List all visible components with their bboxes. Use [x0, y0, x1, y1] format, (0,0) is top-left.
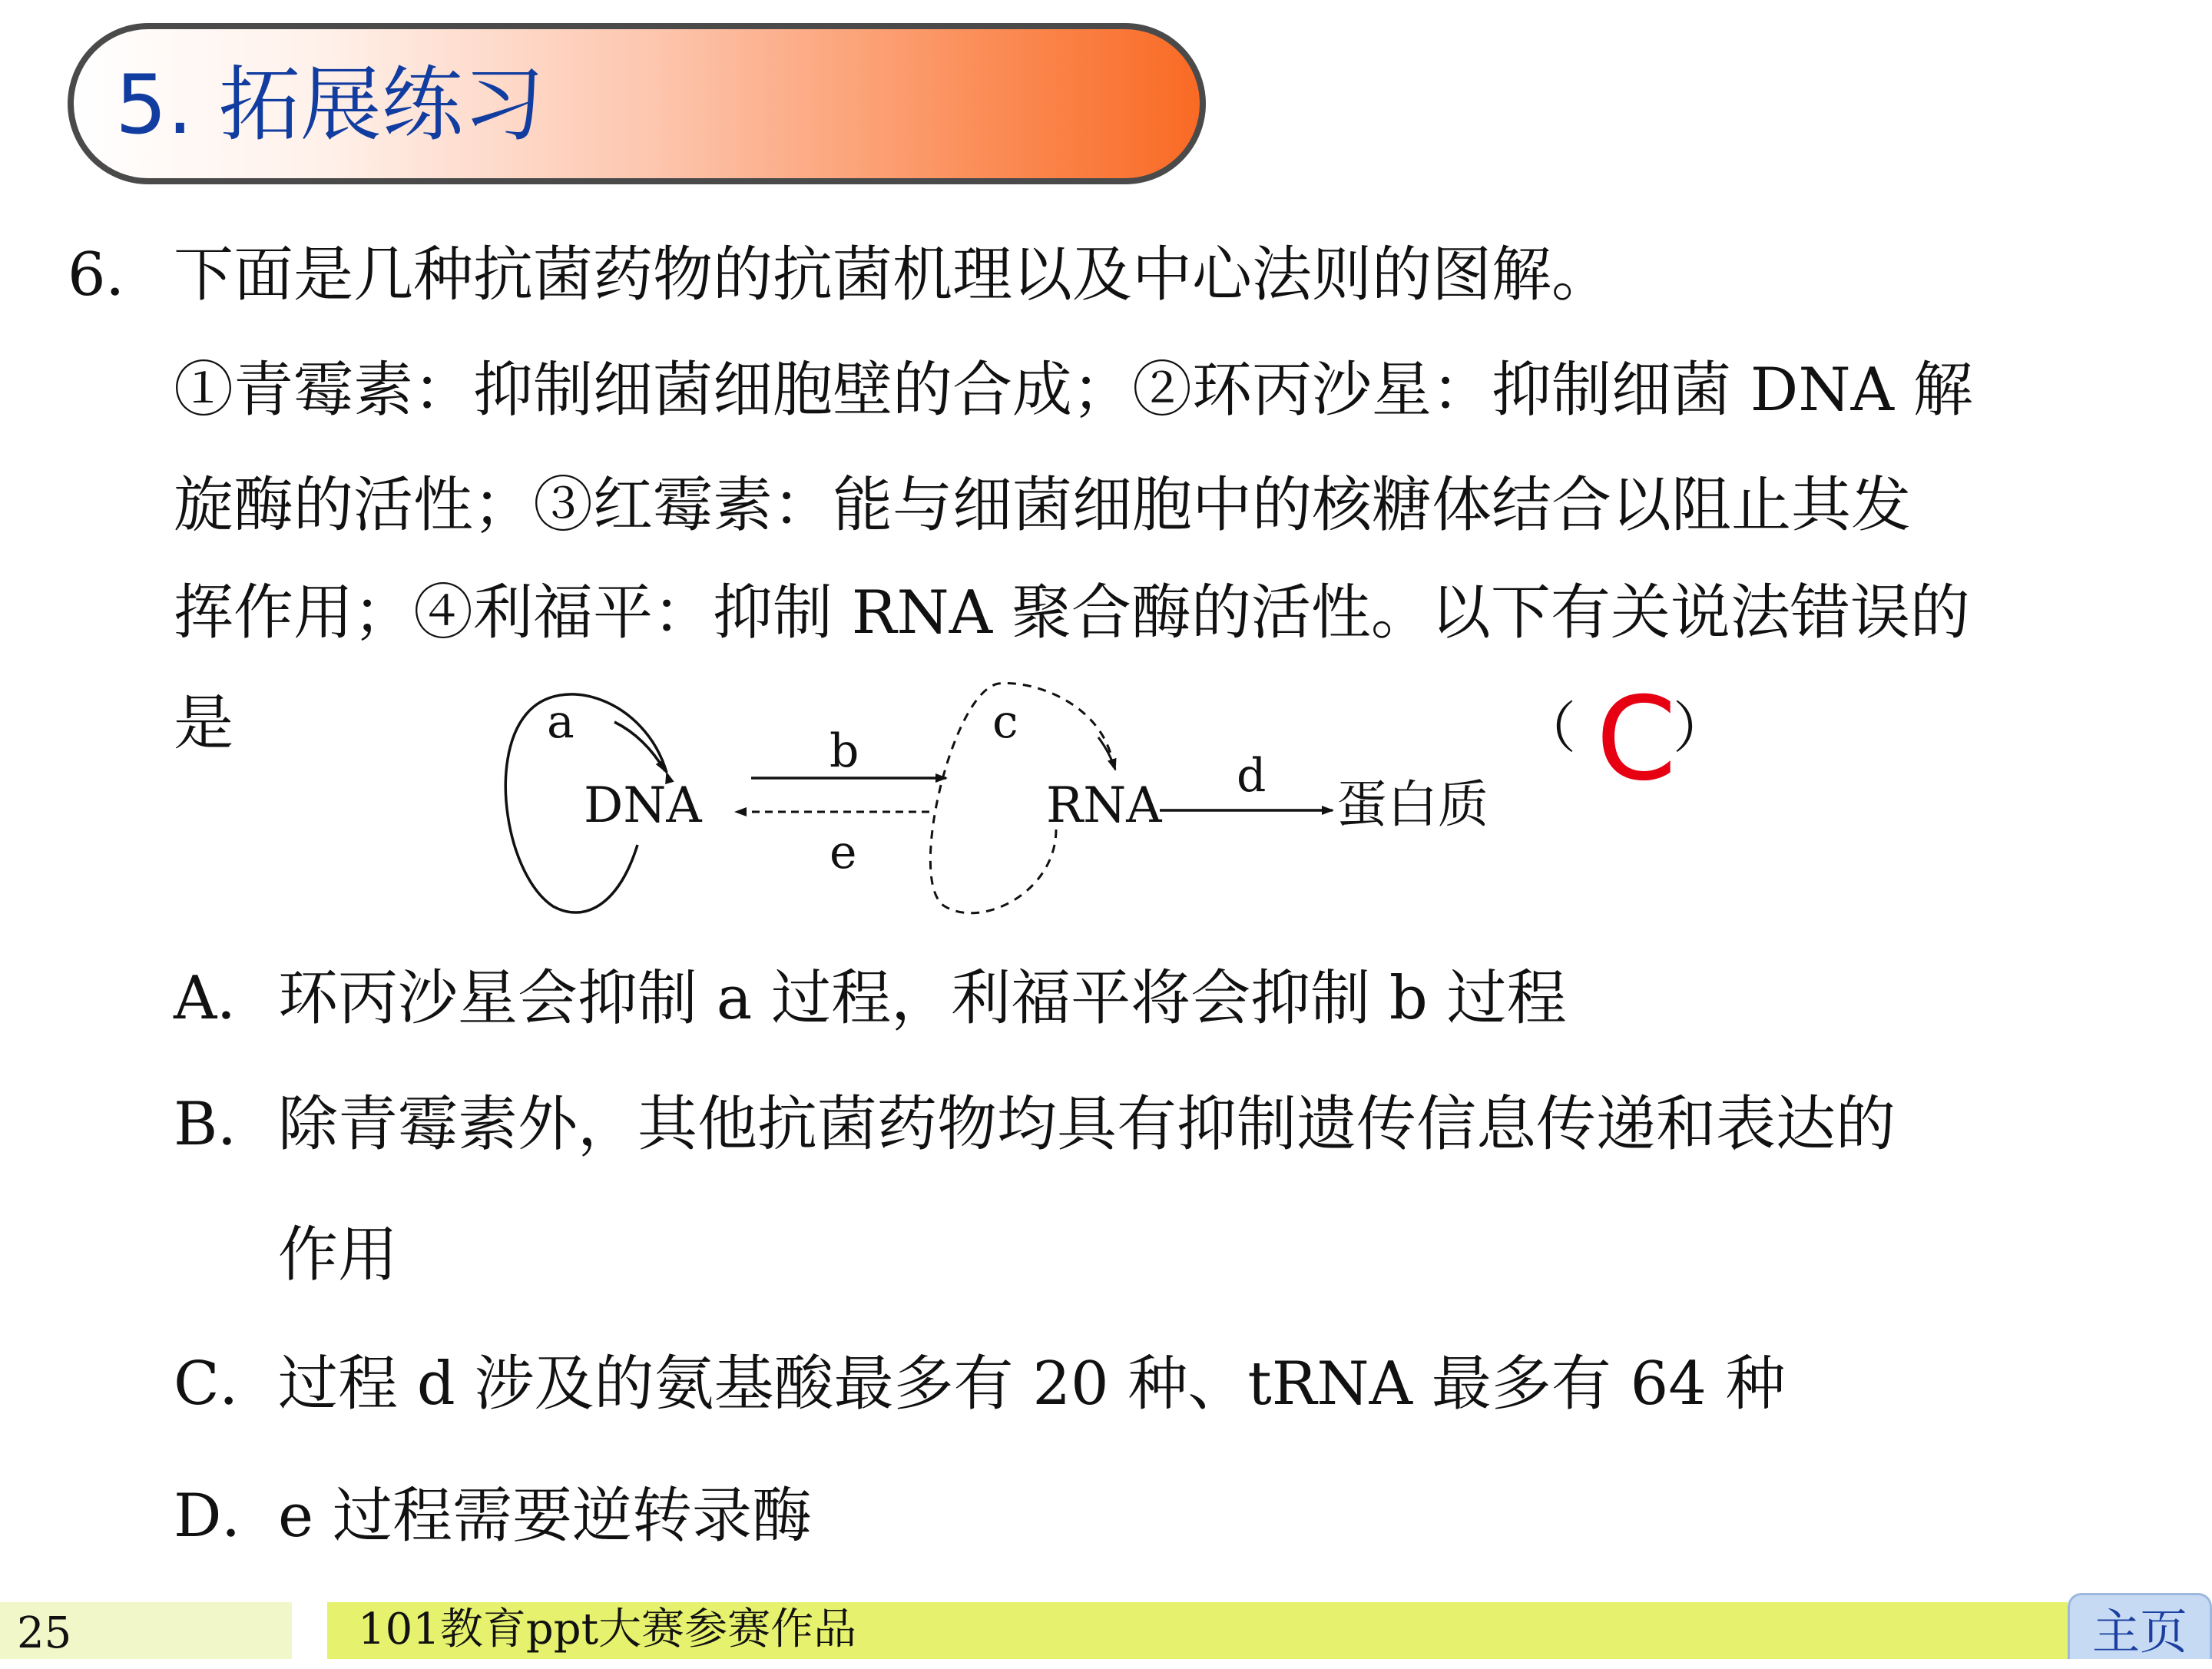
option-c-label: C． — [174, 1349, 280, 1419]
option-a-label: A． — [174, 964, 277, 1033]
answer-open-paren: （ — [1521, 696, 1577, 760]
label-d: d — [1237, 749, 1267, 803]
label-c: c — [992, 695, 1018, 749]
central-dogma-diagram — [492, 676, 1521, 937]
question-number: 6． — [68, 240, 166, 310]
question-line-2: ①青霉素：抑制细菌细胞壁的合成；②环丙沙星：抑制细菌 DNA 解 — [174, 356, 1973, 425]
question-line-3: 旋酶的活性；③红霉素：能与细菌细胞中的核糖体结合以阻止其发 — [174, 471, 1912, 540]
question-line-4: 挥作用；④利福平：抑制 RNA 聚合酶的活性。以下有关说法错误的 — [174, 578, 1970, 647]
label-e: e — [830, 826, 857, 879]
option-d-text: e 过程需要逆转录酶 — [278, 1482, 812, 1551]
option-a-text: 环丙沙星会抑制 a 过程，利福平将会抑制 b 过程 — [278, 964, 1567, 1033]
question-line-1: 下面是几种抗菌药物的抗菌机理以及中心法则的图解。 — [174, 240, 1612, 310]
label-b: b — [830, 724, 859, 778]
option-d-label: D． — [174, 1482, 282, 1551]
option-b-text: 除青霉素外，其他抗菌药物均具有抑制遗传信息传递和表达的 — [278, 1090, 1896, 1159]
page-title: 5. 拓展练习 — [115, 58, 545, 152]
footer-caption: 101教育ppt大赛参赛作品 — [358, 1604, 857, 1654]
option-c-text: 过程 d 涉及的氨基酸最多有 20 种、tRNA 最多有 64 种 — [278, 1349, 1786, 1419]
home-button[interactable]: 主页 — [2068, 1593, 2212, 1659]
question-line-5: 是 — [174, 689, 234, 758]
node-dna: DNA — [584, 777, 702, 834]
option-b-text-cont: 作用 — [278, 1220, 399, 1290]
node-rna: RNA — [1046, 777, 1162, 834]
answer-letter: C — [1596, 673, 1677, 806]
node-protein: 蛋白质 — [1336, 775, 1488, 834]
page-number: 25 — [17, 1608, 72, 1658]
label-a: a — [547, 695, 575, 749]
option-b-label: B． — [174, 1090, 278, 1159]
answer-close-paren: ） — [1673, 696, 1729, 760]
